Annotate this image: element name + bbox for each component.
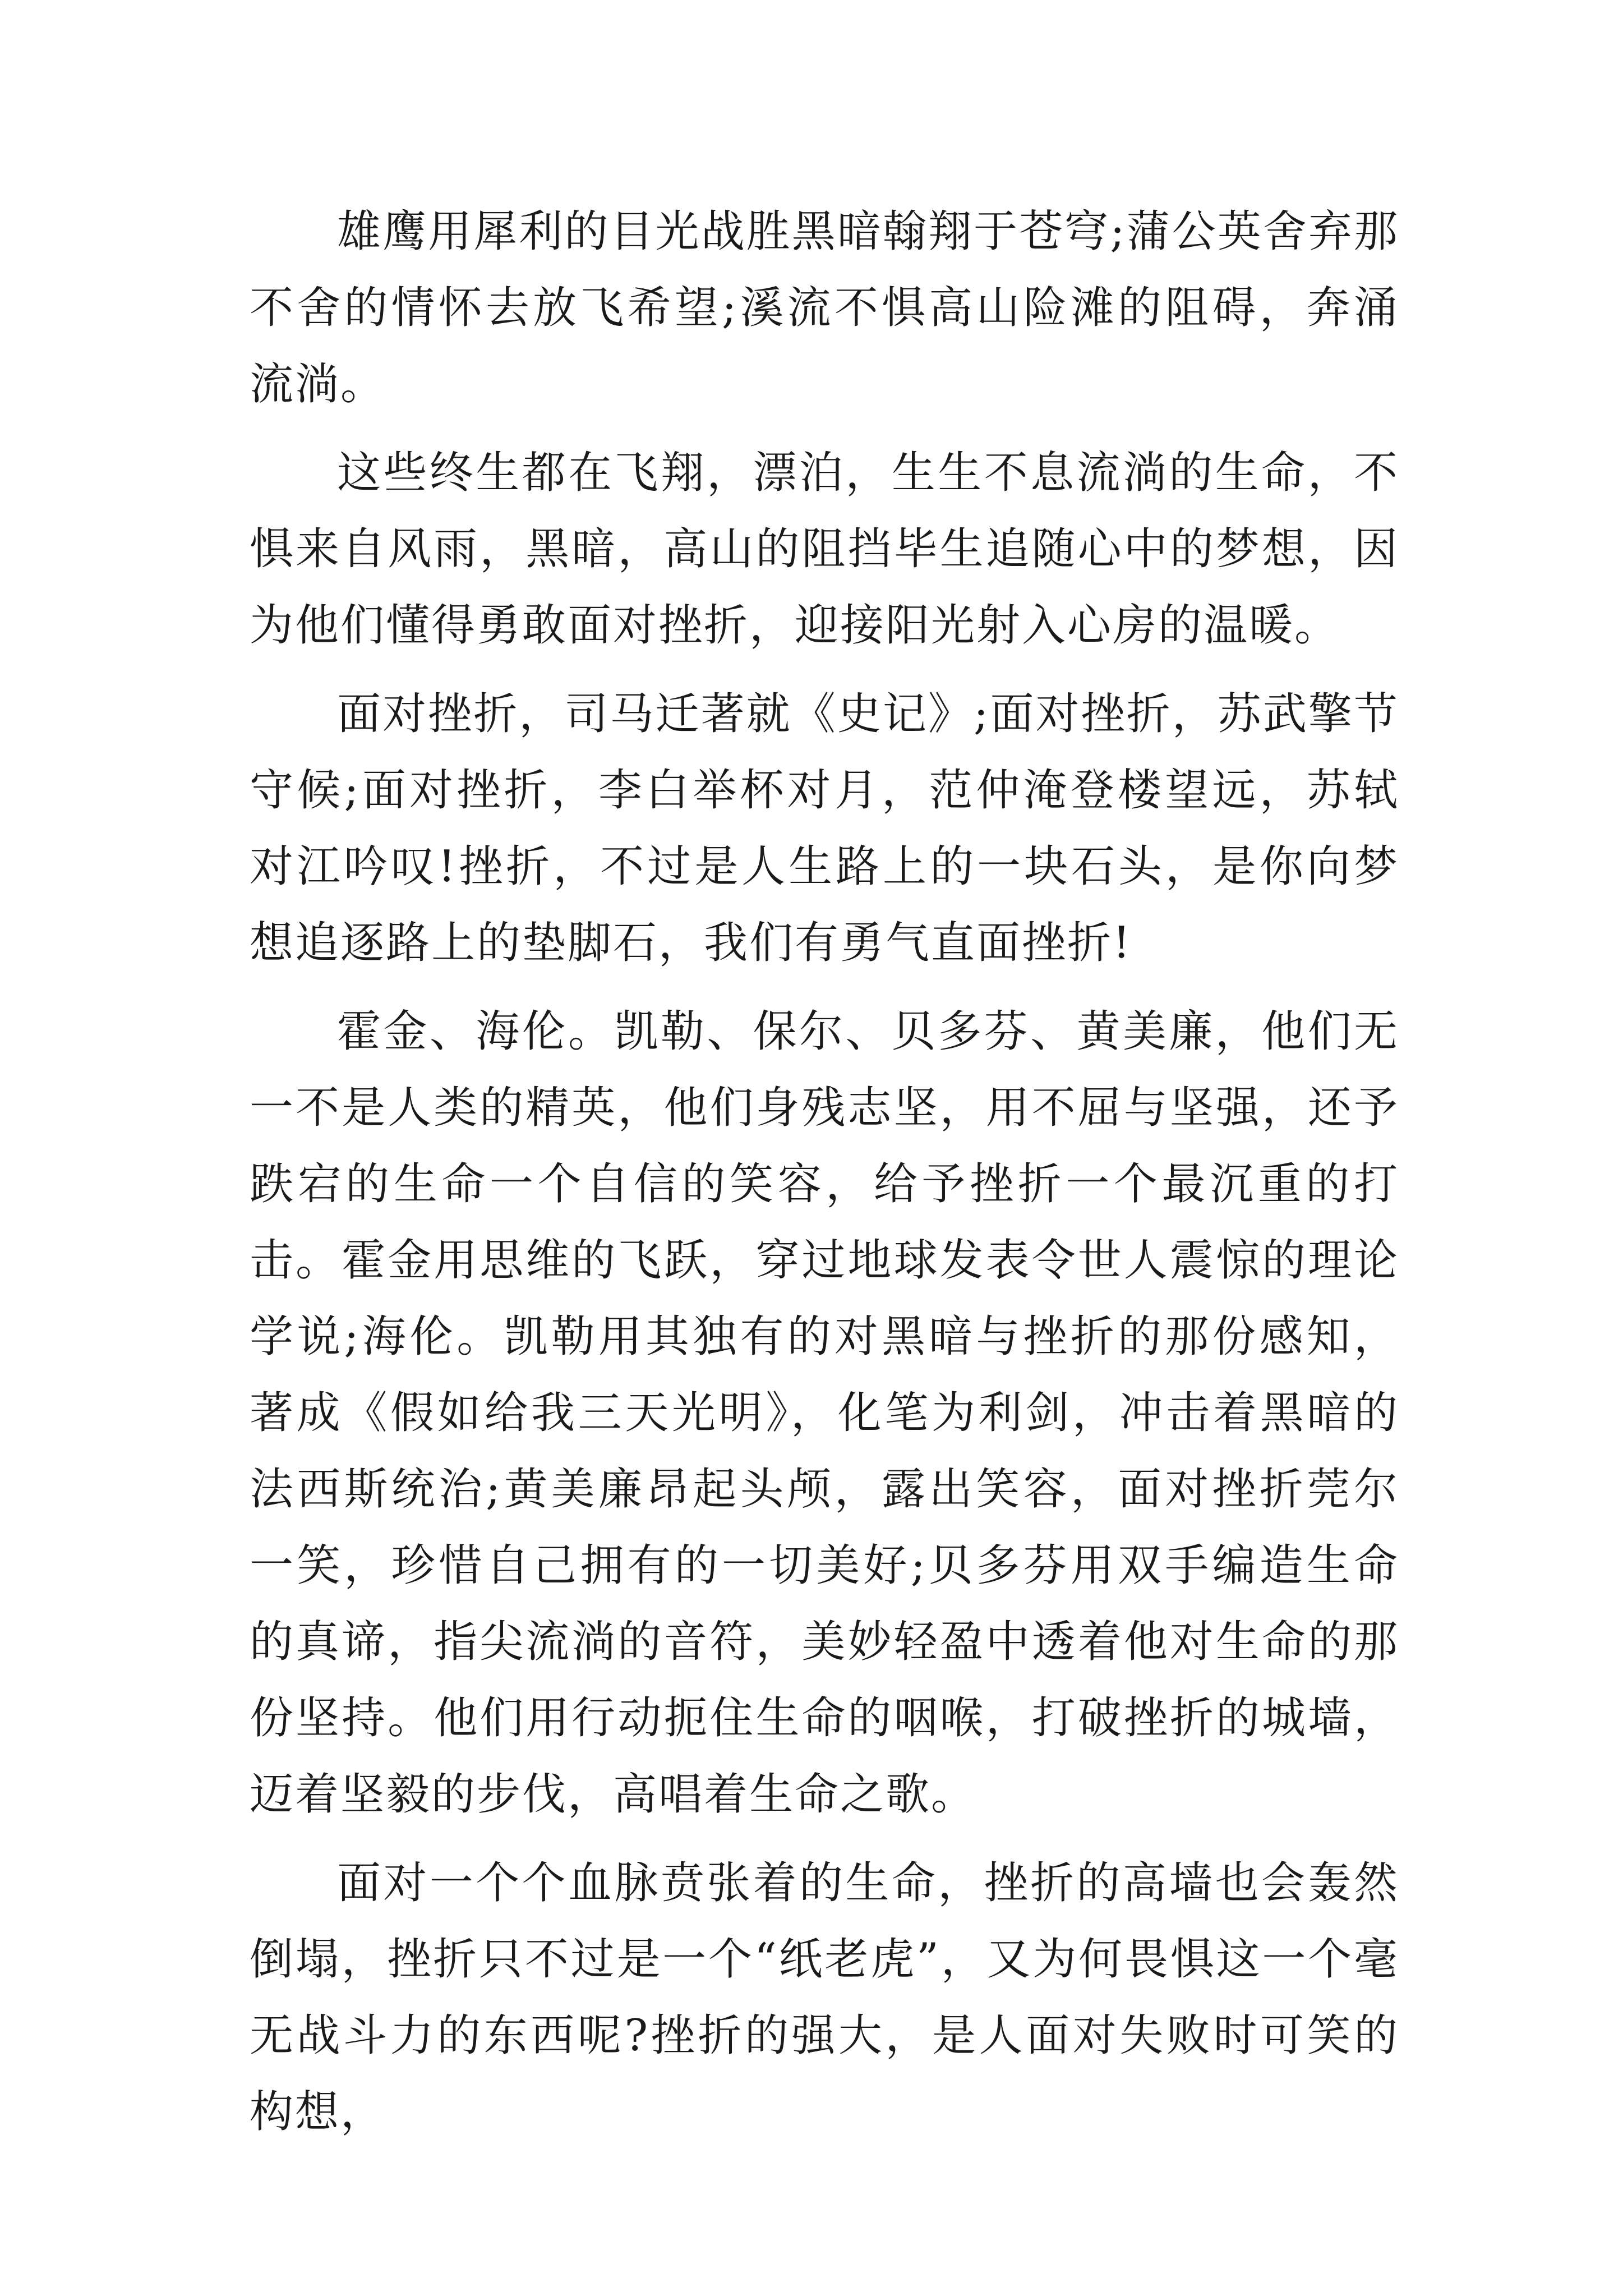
document-body	[250, 194, 1399, 2162]
paragraph-5: 面对一个个血脉贲张着的生命，挫折的高墙也会轰然倒塌，挫折只不过是一个“纸老虎”，又为何畏惧这一个毫无战斗力的东西呢?挫折的强大，是人面对失败时可笑的构想，	[250, 1858, 1399, 2137]
paragraph-1: 雄鹰用犀利的目光战胜黑暗翰翔于苍穹;蒲公英舍弃那不舍的情怀去放飞希望;溪流不惧高山险滩的阻碍，奔涌流淌。	[250, 206, 1399, 409]
paragraph-2: 这些终生都在飞翔，漂泊，生生不息流淌的生命，不惧来自风雨，黑暗，高山的阻挡毕生追随心中的梦想，因为他们懂得勇敢面对挫折，迎接阳光射入心房的温暖。	[250, 448, 1399, 651]
paragraph-3: 面对挫折，司马迁著就《史记》;面对挫折，苏武擎节守候;面对挫折，李白举杯对月，范仲淹登楼望远，苏轼对江吟叹!挫折，不过是人生路上的一块石头，是你向梦想追逐路上的垫脚石，我们有勇气直面挫折!	[250, 689, 1399, 968]
paragraph-4: 霍金、海伦。凯勒、保尔、贝多芬、黄美廉，他们无一不是人类的精英，他们身残志坚，用不屈与坚强，还予跌宕的生命一个自信的笑容，给予挫折一个最沉重的打击。霍金用思维的飞跃，穿过地球发表令世人震惊的理论学说;海伦。凯勒用其独有的对黑暗与挫折的那份感知，著成《假如给我三天光明》，化笔为利剑，冲击着黑暗的法西斯统治;黄美廉昂起头颅，露出笑容，面对挫折莞尔一笑，珍惜自己拥有的一切美好;贝多芬用双手编造生命的真谛，指尖流淌的音符，美妙轻盈中透着他对生命的那份坚持。他们用行动扼住生命的咽喉，打破挫折的城墙，迈着坚毅的步伐，高唱着生命之歌。	[250, 1006, 1399, 1820]
